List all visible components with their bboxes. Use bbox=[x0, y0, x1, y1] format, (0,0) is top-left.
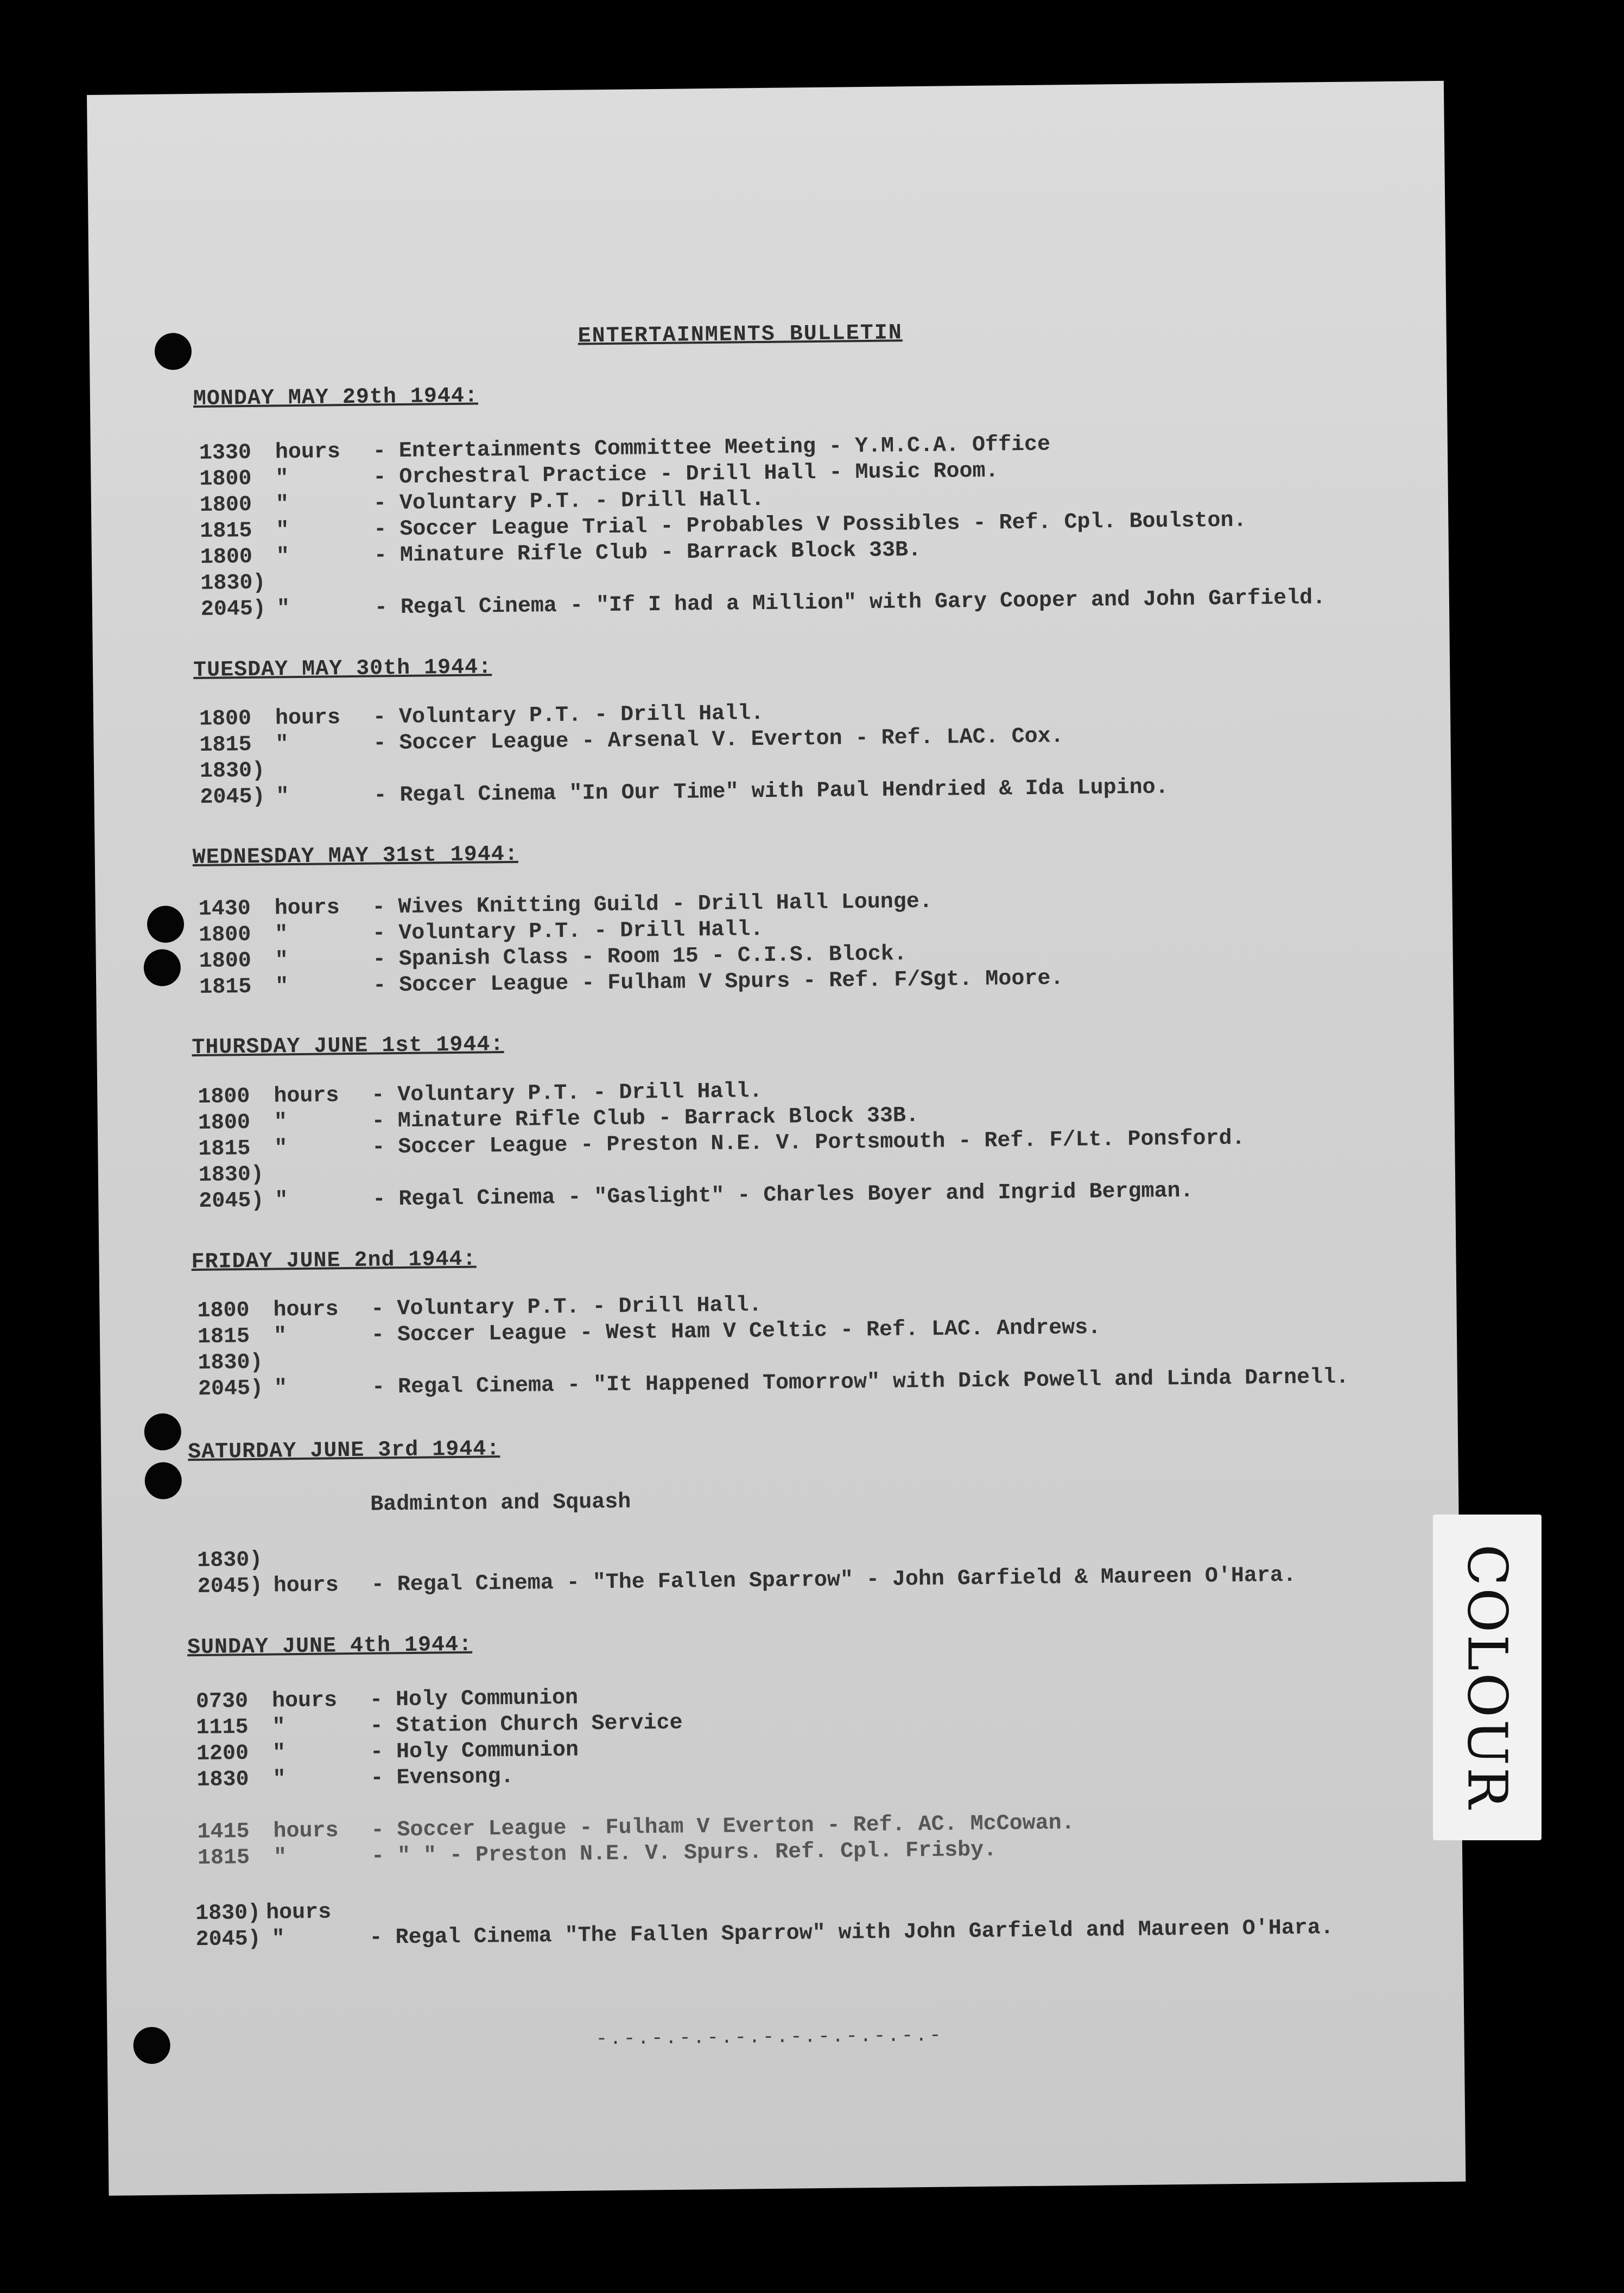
punch-hole bbox=[144, 1413, 181, 1450]
schedule-row: 1800 " - Voluntary P.T. - Drill Hall. bbox=[198, 917, 764, 948]
schedule-row: 1200 " - Holy Communion bbox=[196, 1738, 579, 1767]
schedule-row: 0730 hours - Holy Communion bbox=[195, 1686, 579, 1715]
day-heading: MONDAY MAY 29th 1944: bbox=[193, 384, 479, 411]
colour-label-text: COLOUR bbox=[1455, 1544, 1519, 1811]
schedule-row: 1800 hours - Voluntary P.T. - Drill Hall. bbox=[198, 1079, 763, 1110]
schedule-row: 1330 hours - Entertainments Committee Meeting - Y.M.C.A. Office bbox=[199, 432, 1051, 466]
schedule-row: 2045) " - Regal Cinema - "Gaslight" - Charles Boyer and Ingrid Bergman. bbox=[199, 1179, 1194, 1214]
schedule-row: 1815 " - Soccer League - Arsenal V. Everton - Ref. LAC. Cox. bbox=[199, 724, 1064, 758]
footer-divider: -.-.-.-.-.-.-.-.-.-.-.-.- bbox=[595, 2024, 943, 2050]
schedule-row: 1830) bbox=[198, 1162, 264, 1188]
schedule-row: 1830) bbox=[197, 1548, 263, 1574]
day-heading: THURSDAY JUNE 1st 1944: bbox=[192, 1033, 504, 1061]
schedule-row: 1115 " - Station Church Service bbox=[196, 1711, 683, 1741]
punch-hole bbox=[144, 1462, 182, 1499]
schedule-row: 1430 hours - Wives Knitting Guild - Drill Hall Lounge. bbox=[198, 889, 933, 922]
schedule-row: 1830 " - Evensong. bbox=[196, 1764, 514, 1793]
schedule-row: 1415 hours - Soccer League - Fulham V Everton - Ref. AC. McCowan. bbox=[197, 1811, 1075, 1845]
schedule-row: 1800 " - Spanish Class - Room 15 - C.I.S. Block. bbox=[199, 942, 908, 974]
schedule-row: 1815 " - Soccer League - Preston N.E. V. Portsmouth - Ref. F/Lt. Ponsford. bbox=[198, 1126, 1245, 1162]
schedule-row: 1815 " - Soccer League Trial - Probables V Possibles - Ref. Cpl. Boulston. bbox=[200, 508, 1247, 544]
schedule-row: 1800 " - Voluntary P.T. - Drill Hall. bbox=[199, 487, 765, 518]
day-heading: TUESDAY MAY 30th 1944: bbox=[193, 655, 492, 683]
day-heading: WEDNESDAY MAY 31st 1944: bbox=[192, 842, 519, 871]
schedule-row: 1800 " - Minature Rifle Club - Barrack Block 33B. bbox=[198, 1104, 919, 1136]
schedule-row: 2045) " - Regal Cinema - "It Happened Tomorrow" with Dick Powell and Linda Darnell. bbox=[198, 1365, 1349, 1402]
day-heading: SATURDAY JUNE 3rd 1944: bbox=[187, 1437, 500, 1465]
schedule-row: 1815 " - " " - Preston N.E. V. Spurs. Ref. Cpl. Frisby. bbox=[197, 1838, 997, 1871]
day-heading: SUNDAY JUNE 4th 1944: bbox=[187, 1632, 473, 1661]
schedule-row: 1800 " - Orchestral Practice - Drill Hall - Music Room. bbox=[199, 459, 999, 492]
schedule-row: 1815 " - Soccer League - West Ham V Celtic - Ref. LAC. Andrews. bbox=[197, 1315, 1101, 1350]
day-heading: FRIDAY JUNE 2nd 1944: bbox=[191, 1247, 477, 1275]
schedule-row: 2045) " - Regal Cinema - "If I had a Million" with Gary Cooper and John Garfield. bbox=[200, 586, 1326, 622]
bulletin-title: ENTERTAINMENTS BULLETIN bbox=[578, 321, 903, 349]
punch-hole bbox=[143, 949, 181, 986]
schedule-row: 2045) " - Regal Cinema "The Fallen Sparrow" with John Garfield and Maureen O'Hara. bbox=[195, 1916, 1334, 1953]
schedule-row: 1830) bbox=[200, 571, 266, 596]
schedule-row: 1830) bbox=[199, 758, 265, 784]
bulletin-sheet bbox=[87, 81, 1466, 2196]
schedule-row: 2045) " - Regal Cinema "In Our Time" with Paul Hendried & Ida Lupino. bbox=[200, 775, 1169, 810]
schedule-row: 2045) hours - Regal Cinema - "The Fallen Sparrow" - John Garfield & Maureen O'Hara. bbox=[197, 1563, 1297, 1600]
schedule-row: 1800 " - Minature Rifle Club - Barrack Block 33B. bbox=[200, 537, 922, 570]
schedule-row: 1830) bbox=[198, 1350, 263, 1376]
schedule-row: 1830) hours bbox=[195, 1900, 332, 1927]
punch-hole bbox=[147, 905, 185, 943]
colour-label bbox=[1433, 1515, 1541, 1840]
punch-hole bbox=[133, 2027, 170, 2064]
schedule-row: 1800 hours - Voluntary P.T. - Drill Hall. bbox=[197, 1293, 762, 1323]
schedule-row: 1800 hours - Voluntary P.T. - Drill Hall. bbox=[199, 701, 764, 732]
schedule-row: Badminton and Squash bbox=[370, 1490, 631, 1517]
schedule-row: 1815 " - Soccer League - Fulham V Spurs - Ref. F/Sgt. Moore. bbox=[199, 966, 1064, 1000]
punch-hole bbox=[155, 333, 192, 370]
